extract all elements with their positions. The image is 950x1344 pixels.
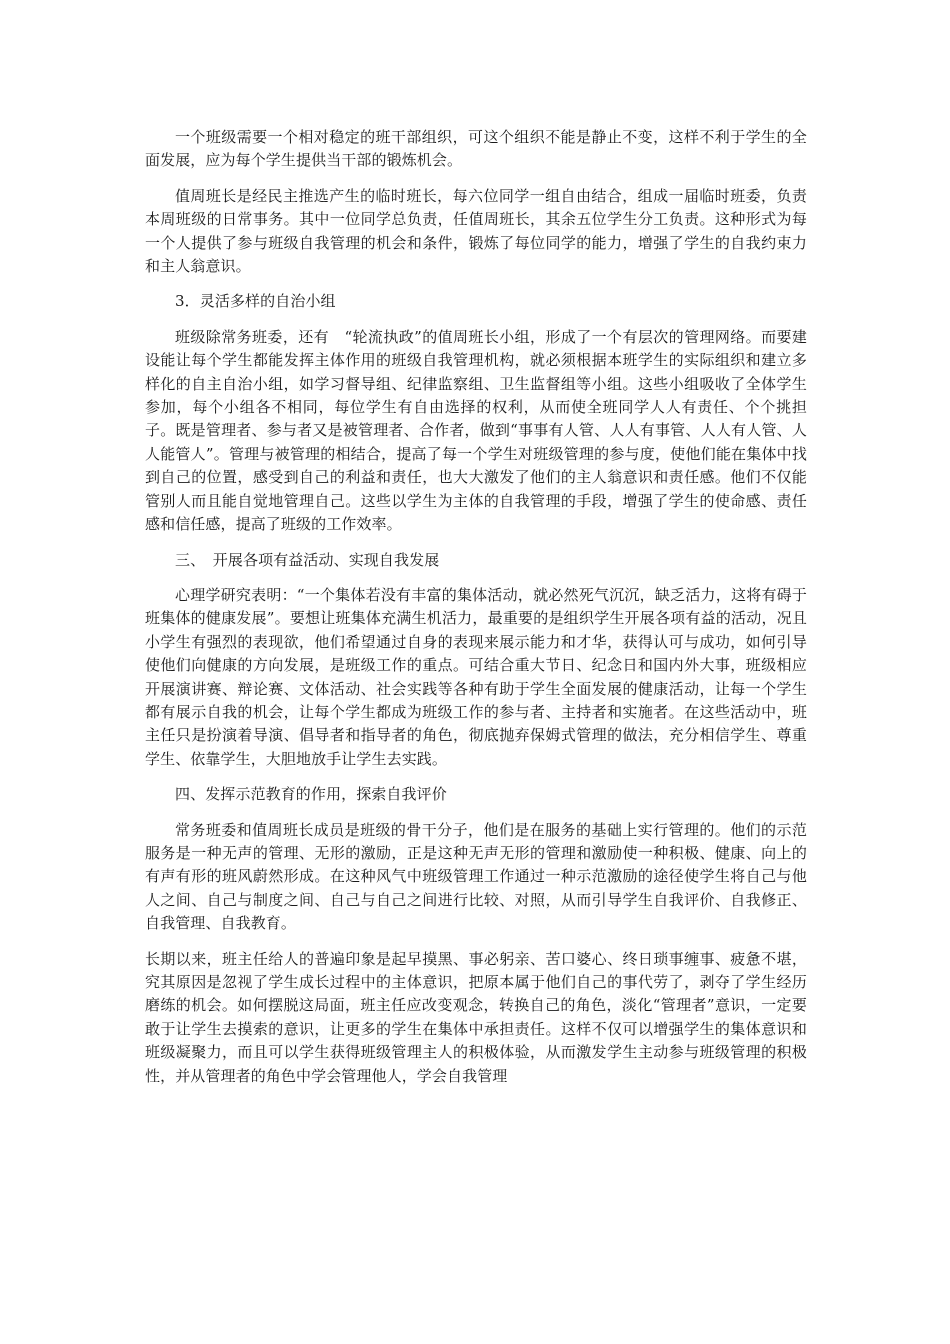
paragraph-6: 长期以来，班主任给人的普遍印象是起早摸黑、事必躬亲、苦口婆心、终日琐事缠事、疲惫不堪，究其原因是忽视了学生成长过程中的主体意识，把原本属于他们自己的事代劳了，剥夺了学生经历磨练的机会。如何摆脱这局面，班主任应改变观念，转换自己的角色，淡化“管理者”意识，一定要敢于让学生去摸索的意识，让更多的学生在集体中承担责任。这样不仅可以增强学生的集体意识和班级凝聚力，而且可以学生获得班级管理主人的积极体验，从而激发学生主动参与班级管理的积极性，并从管理者的角色中学会管理他人，学会自我管理 [145, 949, 807, 1085]
document-body [145, 126, 807, 1100]
paragraph-2: 值周班长是经民主推选产生的临时班长，每六位同学一组自由结合，组成一届临时班委，负责本周班级的日常事务。其中一位同学总负责，任值周班长，其余五位学生分工负责。这种形式为每一个人提供了参与班级自我管理的机会和条件，锻炼了每位同学的能力，增强了学生的自我约束力和主人翁意识。 [145, 186, 807, 276]
paragraph-4: 心理学研究表明：“一个集体若没有丰富的集体活动，就必然死气沉沉，缺乏活力，这将有碍于班集体的健康发展”。要想让班集体充满生机活力，最重要的是组织学生开展各项有益的活动，况且小学生有强烈的表现欲，他们希望通过自身的表现来展示能力和才华，获得认可与成功，如何引导使他们向健康的方向发展，是班级工作的重点。可结合重大节日、纪念日和国内外大事，班级相应开展演讲赛、辩论赛、文体活动、社会实践等各种有助于学生全面发展的健康活动，让每一个学生都有展示自我的机会，让每个学生都成为班级工作的参与者、主持者和实施者。在这些活动中，班主任只是扮演着导演、倡导者和指导者的角色，彻底抛弃保姆式管理的做法，充分相信学生、尊重学生、依靠学生，大胆地放手让学生去实践。 [145, 585, 807, 768]
section-heading-3: 3．灵活多样的自治小组 [175, 292, 336, 311]
section-heading-si: 四、发挥示范教育的作用，探索自我评价 [175, 785, 447, 804]
paragraph-1: 一个班级需要一个相对稳定的班干部组织，可这个组织不能是静止不变，这样不利于学生的全面发展，应为每个学生提供当干部的锻炼机会。 [145, 128, 807, 170]
section-heading-san: 三、 开展各项有益活动、实现自我发展 [175, 550, 440, 569]
paragraph-5: 常务班委和值周班长成员是班级的骨干分子，他们是在服务的基础上实行管理的。他们的示范服务是一种无声的管理、无形的激励，正是这种无声无形的管理和激励使一种积极、健康、向上的有声有形的班风蔚然形成。在这种风气中班级管理工作通过一种示范激励的途径使学生将自己与他人之间、自己与制度之间、自己与自己之间进行比较、对照，从而引导学生自我评价、自我修正、自我管理、自我教育。 [145, 820, 807, 933]
paragraph-3: 班级除常务班委，还有 “轮流执政”的值周班长小组，形成了一个有层次的管理网络。而要建设能让每个学生都能发挥主体作用的班级自我管理机构，就必须根据本班学生的实际组织和建立多样化的自主自治小组，如学习督导组、纪律监察组、卫生监督组等小组。这些小组吸收了全体学生参加，每个小组各不相同，每位学生有自由选择的权利，从而使全班同学人人有责任、个个挑担子。既是管理者、参与者又是被管理者、合作者，做到“事事有人管、人人有事管、人人有人管、人人能管人”。管理与被管理的相结合，提高了每一个学生对班级管理的参与度，使他们能在集体中找到自己的位置，感受到自己的利益和责任，也大大激发了他们的主人翁意识和责任感。他们不仅能管别人而且能自觉地管理自己。这些以学生为主体的自我管理的手段，增强了学生的使命感、责任感和信任感，提高了班级的工作效率。 [145, 327, 807, 534]
